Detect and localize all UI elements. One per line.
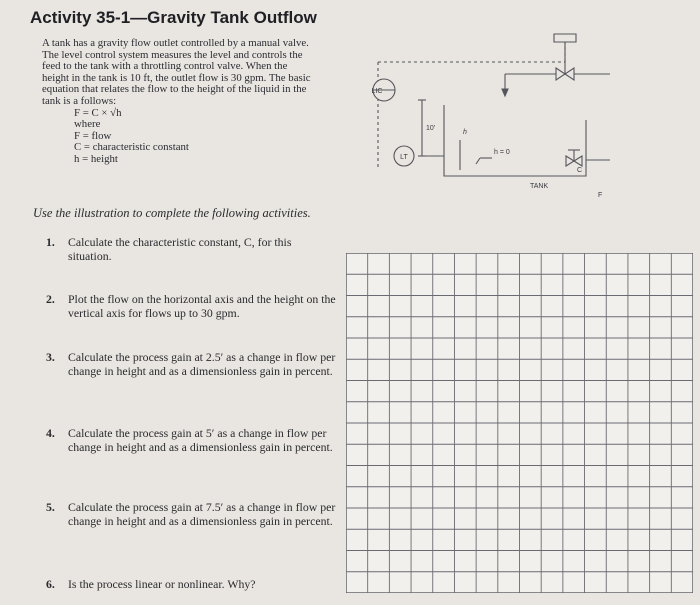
question-text: Plot the flow on the horizontal axis and the height on the vertical axis for flows up to 30 gpm. bbox=[68, 292, 336, 320]
question-1 bbox=[46, 236, 336, 263]
lic-label: LIC bbox=[371, 88, 383, 95]
question-text: Calculate the process gain at 5′ as a change in flow per change in height and as a dimensionless gain in percent. bbox=[68, 426, 333, 454]
question-6 bbox=[46, 578, 336, 592]
flow-equation: F = C × √h bbox=[74, 106, 122, 119]
page-title: Activity 35-1—Gravity Tank Outflow bbox=[30, 8, 317, 27]
c-label: C bbox=[577, 167, 583, 174]
definition-flow: F = flow bbox=[74, 129, 112, 142]
question-5 bbox=[46, 501, 336, 528]
question-number: 5. bbox=[46, 500, 55, 514]
question-text: Calculate the process gain at 7.5′ as a change in flow per change in height and as a dimensionless gain in percent. bbox=[68, 500, 336, 528]
definition-height: h = height bbox=[74, 152, 118, 165]
height-mark-label: 10′ bbox=[426, 125, 436, 132]
definition-constant: C = characteristic constant bbox=[74, 141, 189, 154]
question-number: 6. bbox=[46, 577, 55, 591]
intro-paragraph: A tank has a gravity flow outlet controlled by a manual valve. The level control system measures the level and controls the feed to the tank with a throttling control valve. When the height in the tank is 10 ft, the outlet flow is 30 gpm. The basic equation that relates the flow to the height of the liquid in the tank is a follows: bbox=[42, 37, 311, 107]
question-number: 4. bbox=[46, 426, 55, 440]
graph-paper-grid[interactable] bbox=[346, 253, 693, 598]
question-number: 3. bbox=[46, 350, 55, 364]
f-label: F bbox=[598, 192, 603, 199]
tank-label: TANK bbox=[530, 183, 549, 190]
where-label: where bbox=[74, 118, 101, 131]
h-zero-label: h = 0 bbox=[494, 149, 510, 156]
question-text: Calculate the characteristic constant, C, for this situation. bbox=[68, 235, 292, 263]
tank-diagram bbox=[360, 30, 610, 205]
instruction-text: Use the illustration to complete the following activities. bbox=[33, 206, 311, 220]
lt-label: LT bbox=[400, 154, 408, 161]
question-text: Is the process linear or nonlinear. Why? bbox=[68, 577, 256, 591]
h-label: h bbox=[463, 129, 467, 136]
question-number: 2. bbox=[46, 292, 55, 306]
question-number: 1. bbox=[46, 235, 55, 249]
intro-block bbox=[42, 38, 314, 166]
question-3 bbox=[46, 351, 336, 378]
question-4 bbox=[46, 427, 336, 454]
question-text: Calculate the process gain at 2.5′ as a change in flow per change in height and as a dimensionless gain in percent. bbox=[68, 350, 336, 378]
question-2 bbox=[46, 293, 336, 320]
